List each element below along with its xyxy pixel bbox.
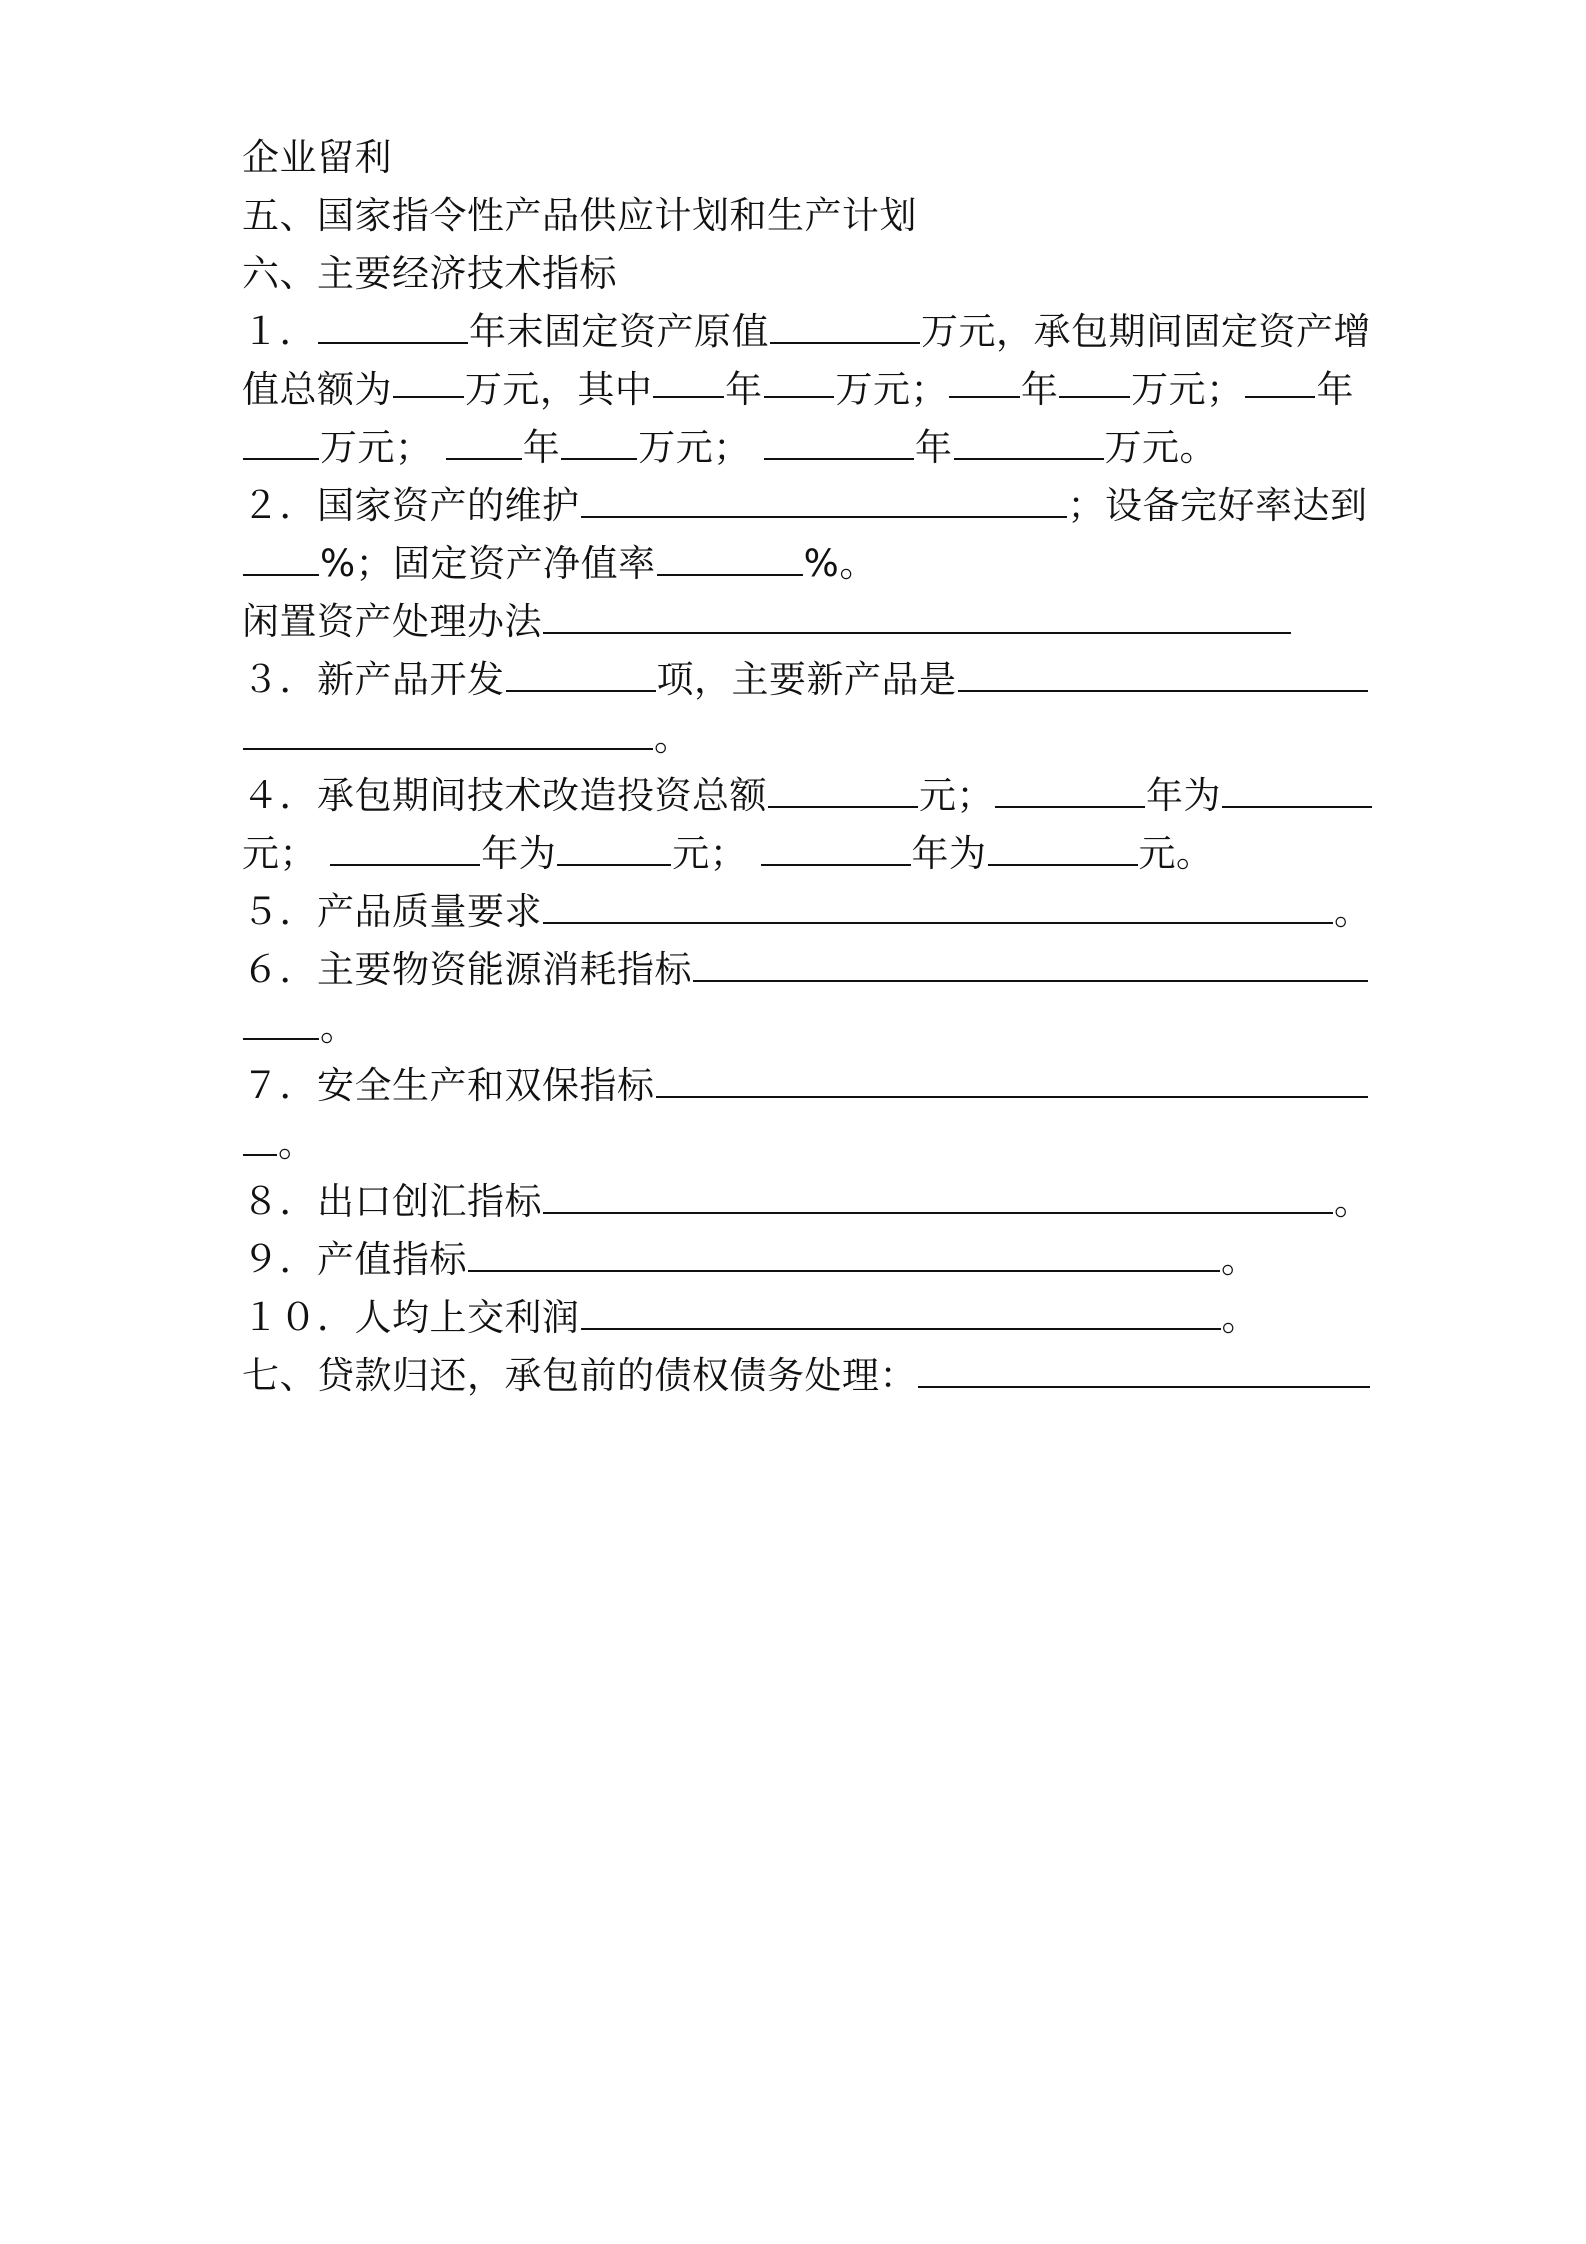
item-7-line-1	[242, 1056, 1354, 1116]
text: １．	[242, 310, 317, 353]
text: 。	[1334, 890, 1372, 933]
text: 元；	[242, 832, 317, 875]
item-4-line-2	[242, 824, 1354, 884]
fill-blank[interactable]	[243, 1118, 277, 1156]
segment	[242, 476, 1368, 536]
text: %。	[803, 542, 877, 585]
item-8-line	[242, 1172, 1372, 1232]
text: 年为	[1146, 774, 1221, 817]
text: １０．人均上交利润	[242, 1296, 580, 1339]
section-five-heading	[242, 186, 1354, 246]
fill-blank[interactable]	[764, 360, 835, 398]
fill-blank[interactable]	[243, 712, 653, 750]
item-5-line	[242, 882, 1372, 942]
segment	[242, 766, 1373, 826]
fill-blank[interactable]	[557, 828, 671, 866]
text: 闲置资产处理办法	[242, 600, 542, 643]
fill-blank[interactable]	[657, 538, 803, 576]
fill-blank[interactable]	[468, 1234, 1220, 1272]
fill-blank[interactable]	[393, 360, 464, 398]
text: 万元。	[1104, 426, 1218, 469]
fill-blank[interactable]	[954, 422, 1104, 460]
item-6-line-1	[242, 940, 1354, 1000]
fill-blank[interactable]	[995, 770, 1145, 808]
text: ７．安全生产和双保指标	[242, 1064, 655, 1107]
text: ；设备完好率达到	[1067, 484, 1368, 527]
segment	[242, 650, 1369, 710]
text: 项，主要新产品是	[656, 658, 957, 701]
fill-blank[interactable]	[764, 422, 914, 460]
item-3-line-2	[242, 708, 1354, 768]
text: 年	[1020, 368, 1059, 411]
text: 。	[1221, 1296, 1259, 1339]
fill-blank[interactable]	[330, 828, 480, 866]
fill-blank[interactable]	[543, 886, 1333, 924]
text: 年为	[911, 832, 987, 875]
fill-blank[interactable]	[446, 422, 522, 460]
text: ３．新产品开发	[242, 658, 505, 701]
text: 元。	[1138, 832, 1214, 875]
fill-blank[interactable]	[581, 480, 1067, 518]
item-4-line-1	[242, 766, 1354, 826]
fill-blank[interactable]	[653, 360, 724, 398]
text: 六、主要经济技术指标	[242, 252, 617, 295]
text: 。	[320, 1006, 358, 1049]
text: 值总额为	[242, 368, 392, 411]
segment	[242, 302, 1371, 362]
item-7-line-2	[242, 1114, 1354, 1174]
text: 万元；	[638, 426, 751, 469]
text: 元；	[919, 774, 994, 817]
text: 年	[522, 426, 561, 469]
text: ９．产值指标	[242, 1238, 467, 1281]
text: ８．出口创汇指标	[242, 1180, 542, 1223]
fill-blank[interactable]	[656, 1060, 1368, 1098]
section-seven-line	[242, 1346, 1354, 1406]
fill-blank[interactable]	[543, 1176, 1333, 1214]
fill-blank[interactable]	[1059, 360, 1130, 398]
text: 年	[915, 426, 953, 469]
item-3-line-1	[242, 650, 1354, 710]
fill-blank[interactable]	[768, 770, 918, 808]
item-1-line-3	[242, 418, 1354, 478]
item-2-line-1	[242, 476, 1368, 536]
fill-blank[interactable]	[506, 654, 656, 692]
fill-blank[interactable]	[318, 306, 468, 344]
text: 万元，承包期间固定资产增	[921, 310, 1371, 353]
fill-blank[interactable]	[581, 1292, 1221, 1330]
text: 年末固定资产原值	[469, 310, 769, 353]
text: ６．主要物资能源消耗指标	[242, 948, 692, 991]
fill-blank[interactable]	[949, 360, 1020, 398]
text: 年	[725, 368, 763, 411]
fill-blank[interactable]	[543, 596, 1291, 634]
text: 七、贷款归还，承包前的债权债务处理：	[242, 1354, 917, 1397]
text: 。	[1334, 1180, 1372, 1223]
text: 五、国家指令性产品供应计划和生产计划	[242, 194, 917, 237]
fill-blank[interactable]	[243, 538, 319, 576]
fill-blank[interactable]	[770, 306, 920, 344]
section-six-heading	[242, 244, 1354, 304]
text: %；固定资产净值率	[320, 542, 656, 585]
fill-blank[interactable]	[693, 944, 1368, 982]
fill-blank[interactable]	[243, 1002, 319, 1040]
fill-blank[interactable]	[761, 828, 911, 866]
item-6-line-2	[242, 998, 1354, 1058]
fill-blank[interactable]	[1245, 360, 1316, 398]
text: ５．产品质量要求	[242, 890, 542, 933]
idle-asset-disposal-line	[242, 592, 1354, 652]
text: 万元，其中	[464, 368, 653, 411]
fill-blank[interactable]	[243, 422, 319, 460]
item-1-line-1	[242, 302, 1371, 362]
text: 企业留利	[242, 136, 392, 179]
text: 万元；	[835, 368, 948, 411]
item-1-line-2	[242, 360, 1354, 420]
fill-blank[interactable]	[1222, 770, 1372, 808]
text: 万元；	[1131, 368, 1244, 411]
text: 。	[1221, 1238, 1259, 1281]
text: 。	[278, 1122, 316, 1165]
heading-enterprise-retained-profit	[242, 128, 1354, 188]
text: 元；	[672, 832, 748, 875]
text: 年为	[481, 832, 557, 875]
item-2-line-2	[242, 534, 1354, 594]
fill-blank[interactable]	[918, 1350, 1370, 1388]
text: 。	[654, 716, 692, 759]
fill-blank[interactable]	[561, 422, 637, 460]
fill-blank[interactable]	[988, 828, 1138, 866]
text: 万元；	[320, 426, 433, 469]
item-10-line	[242, 1288, 1354, 1348]
text: ２．国家资产的维护	[242, 484, 580, 527]
text: 年	[1316, 368, 1354, 411]
fill-blank[interactable]	[958, 654, 1368, 692]
item-9-line	[242, 1230, 1354, 1290]
text: ４．承包期间技术改造投资总额	[242, 774, 767, 817]
